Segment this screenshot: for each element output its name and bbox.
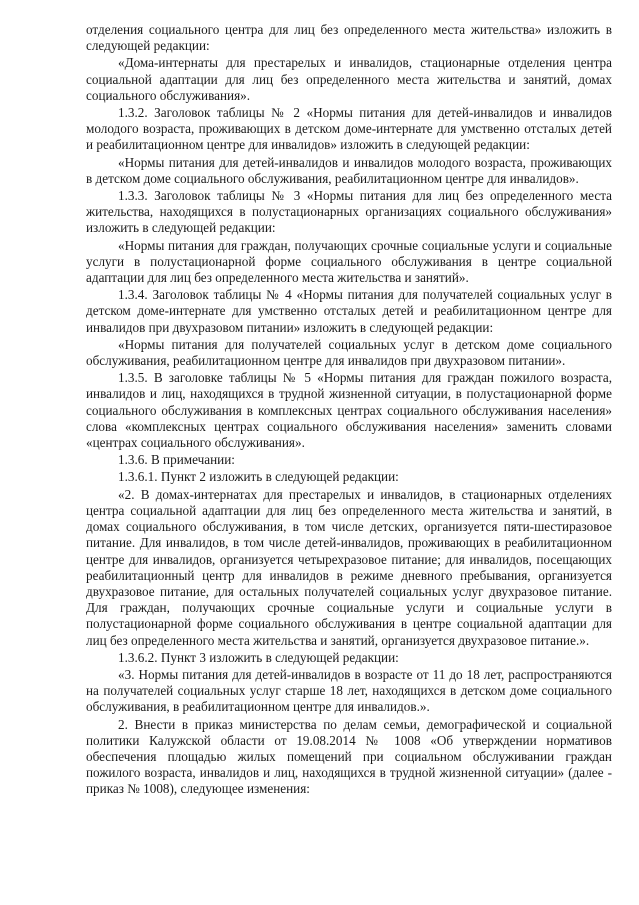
paragraph-1-3-6-1: 1.3.6.1. Пункт 2 изложить в следующей редакции: (118, 469, 399, 485)
paragraph-quote-3: «Нормы питания для граждан, получающих срочные социальные услуги и социальные услуги в полустационарной форме социального обслуживания в центре социальной адаптации для лиц без определенного места жительства и занятий». (86, 237, 612, 286)
paragraph-1-3-3: 1.3.3. Заголовок таблицы № 3 «Нормы питания для лиц без определенного места жительства, находящихся в полустационарных организациях социального обслуживания» изложить в следующей редакции: (86, 188, 612, 236)
paragraph-continuation: отделения социального центра для лиц без определенного места жительства» изложить в следующей редакции: (86, 22, 612, 54)
document-page (86, 22, 612, 799)
paragraph-2: 2. Внести в приказ министерства по делам семьи, демографической и социальной политики Калужской области от 19.08.2014 № 1008 «Об утверждении нормативов обеспечения площадью жилых помещений при социальном обслуживании граждан пожилого возраста, инвалидов и лиц, находящихся в трудной жизненной ситуации» (далее - приказ № 1008), следующее изменения: (86, 716, 612, 797)
paragraph-quote-point-2: «2. В домах-интернатах для престарелых и инвалидов, в стационарных отделениях центра социальной адаптации для лиц без определенного места жительства и занятий, в домах социального обслуживания, в том числе детских, организуется пяти-шестиразовое питание. Для инвалидов, в том числе детей-инвалидов, проживающих в реабилитационном центре для инвалидов, организуется четырехразовое питание; для инвалидов, посещающих реабилитационный центр для инвалидов в режиме дневного пребывания, организуется двухразовое питание, для остальных получателей социальных услуг двухразовое питание. Для граждан, получающих срочные социальные услуги и социальные услуги в полустационарной форме социального обслуживания в центре социальной адаптации для лиц без определенного места жительства и занятий, организуется двухразовое питание.». (86, 486, 612, 648)
paragraph-1-3-5: 1.3.5. В заголовке таблицы № 5 «Нормы питания для граждан пожилого возраста, инвалидов и лиц, находящихся в трудной жизненной ситуации, в полустационарной форме социального обслуживания в комплексных центрах социального обслуживания населения» слова «комплексных центрах социального обслуживания населения» заменить словами «центрах социального обслуживания». (86, 370, 612, 451)
paragraph-1-3-4: 1.3.4. Заголовок таблицы № 4 «Нормы питания для получателей социальных услуг в детском доме-интернате для умственно отсталых детей и реабилитационном центре для инвалидов при двухразовом питании» изложить в следующей редакции: (86, 287, 612, 335)
paragraph-quote-point-3: «3. Нормы питания для детей-инвалидов в возрасте от 11 до 18 лет, распространяются на получателей социальных услуг старше 18 лет, находящихся в детском доме социального обслуживания, в реабилитационном центре для инвалидов.». (86, 666, 612, 715)
paragraph-quote-4: «Нормы питания для получателей социальных услуг в детском доме социального обслуживания, реабилитационном центре для инвалидов при двухразовом питании». (86, 336, 612, 369)
paragraph-1-3-2: 1.3.2. Заголовок таблицы № 2 «Нормы питания для детей-инвалидов и инвалидов молодого возраста, проживающих в детском доме-интернате для умственно отсталых детей и реабилитационном центре для инвалидов» изложить в следующей редакции: (86, 105, 612, 153)
paragraph-1-3-6: 1.3.6. В примечании: (118, 452, 235, 468)
paragraph-quote-1: «Дома-интернаты для престарелых и инвалидов, стационарные отделения центра социальной адаптации для лиц без определенного места жительства и занятий, домах социального обслуживания». (86, 55, 612, 103)
paragraph-1-3-6-2: 1.3.6.2. Пункт 3 изложить в следующей редакции: (118, 649, 399, 665)
paragraph-quote-2: «Нормы питания для детей-инвалидов и инвалидов молодого возраста, проживающих в детском доме социального обслуживания, реабилитационном центре для инвалидов». (86, 154, 612, 186)
